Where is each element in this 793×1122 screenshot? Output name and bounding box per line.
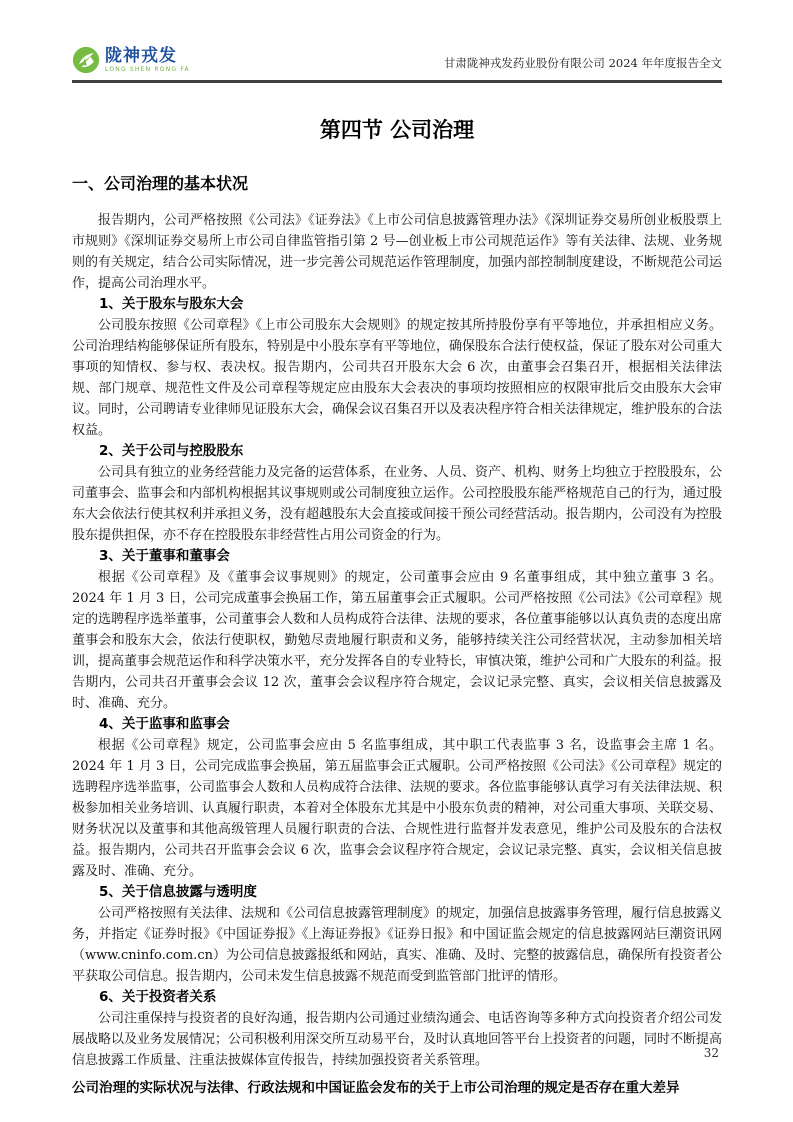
report-header-title: 甘肃陇神戎发药业股份有限公司 2024 年年度报告全文 <box>443 56 722 70</box>
subsection-5-body: 公司严格按照有关法律、法规和《公司信息披露管理制度》的规定，加强信息披露事务管理，履行信息披露义务，并指定《证券时报》《中国证券报》《上海证券报》《证券日报》和中国证监会规定的信息披露网站巨潮资讯网（www.cninfo.com.cn）为公司信息披露报纸和网站，真实、准确、及时、完整的披露信息，确保所有投资者公平获取公司信息。报告期内，公司未发生信息披露不规范而受到监管部门批评的情形。 <box>72 906 723 984</box>
subsection-5-heading: 5、关于信息披露与透明度 <box>99 884 257 900</box>
subsection-4-heading: 4、关于监事和监事会 <box>99 716 230 732</box>
logo-text <box>105 45 190 73</box>
subsection-6-heading: 6、关于投资者关系 <box>99 989 217 1005</box>
closing-statement: 公司治理的实际状况与法律、行政法规和中国证监会发布的关于上市公司治理的规定是否存在重大差异 <box>72 1080 680 1096</box>
logo-name-en: LONG SHEN RONG FA <box>105 65 190 73</box>
subsection-1-heading: 1、关于股东与股东大会 <box>99 296 244 312</box>
document-body <box>72 210 722 1099</box>
subsection-4-body: 根据《公司章程》规定，公司监事会应由 5 名监事组成，其中职工代表监事 3 名，设监事会主席 1 名。2024 年 1 月 3 日，公司完成监事会换届，第五届监事会正式履职。公司严格按照《公司法》《公司章程》规定的选聘程序选举监事，公司监事会人数和人员构成符合法律、法规的要求。各位监事能够认真学习有关法律法规、积极参加相关业务培训、认真履行职责，本着对全体股东尤其是中小股东负责的精神，对公司重大事项、关联交易、财务状况以及董事和其他高级管理人员履行职责的合法、合规性进行监督并发表意见，维护公司及股东的合法权益。报告期内，公司共召开监事会会议 6 次，监事会会议程序符合规定，会议记录完整、真实，会议相关信息披露及时、准确、充分。 <box>72 738 723 879</box>
page-header <box>72 46 722 83</box>
subsection-3-body: 根据《公司章程》及《董事会议事规则》的规定，公司董事会应由 9 名董事组成，其中独立董事 3 名。2024 年 1 月 3 日，公司完成董事会换届工作，第五届董事会正式履职。公司严格按照《公司法》《公司章程》规定的选聘程序选举董事，公司董事会人数和人员构成符合法律、法规的要求，各位董事能够以认真负责的态度出席董事会和股东大会，依法行使职权，勤勉尽责地履行职责和义务，能够持续关注公司经营状况，主动参加相关培训，提高董事会规范运作和科学决策水平，充分发挥各自的专业特长，审慎决策，维护公司和广大股东的利益。报告期内，公司共召开董事会会议 12 次，董事会会议程序符合规定，会议记录完整、真实，会议相关信息披露及时、准确、充分。 <box>72 570 723 711</box>
logo-name-cn: 陇神戎发 <box>105 45 177 66</box>
subsection-3-heading: 3、关于董事和董事会 <box>99 548 230 564</box>
intro-paragraph: 报告期内，公司严格按照《公司法》《证券法》《上市公司信息披露管理办法》《深圳证券交易所创业板股票上市规则》《深圳证券交易所上市公司自律监管指引第 2 号—创业板上市公司规范运作》等有关法律、法规、业务规则的有关规定，结合公司实际情况，进一步完善公司规范运作管理制度，加强内部控制制度建设，不断规范公司运作，提高公司治理水平。 <box>72 213 723 291</box>
logo-icon <box>72 46 100 74</box>
section-heading: 一、公司治理的基本状况 <box>72 174 249 193</box>
subsection-1-body: 公司股东按照《公司章程》《上市公司股东大会规则》的规定按其所持股份享有平等地位，并承担相应义务。公司治理结构能够保证所有股东，特别是中小股东享有平等地位，确保股东合法行使权益，保证了股东对公司重大事项的知情权、参与权、表决权。报告期内，公司共召开股东大会 6 次，由董事会召集召开，根据相关法律法规、部门规章、规范性文件及公司章程等规定应由股东大会表决的事项均按照相应的权限审批后交由股东大会审议。同时，公司聘请专业律师见证股东大会，确保会议召集召开以及表决程序符合相关法律规定，维护股东的合法权益。 <box>72 318 723 438</box>
chapter-title: 第四节 公司治理 <box>319 118 475 142</box>
page-number: 32 <box>703 1046 719 1060</box>
company-logo <box>72 46 190 74</box>
subsection-2-body: 公司具有独立的业务经营能力及完备的运营体系，在业务、人员、资产、机构、财务上均独立于控股股东，公司董事会、监事会和内部机构根据其议事规则或公司制度独立运作。公司控股股东能严格规范自己的行为，通过股东大会依法行使其权利并承担义务，没有超越股东大会直接或间接干预公司经营活动。报告期内，公司没有为控股股东提供担保，亦不存在控股股东非经营性占用公司资金的行为。 <box>72 465 723 543</box>
subsection-6-body: 公司注重保持与投资者的良好沟通，报告期内公司通过业绩沟通会、电话咨询等多种方式向投资者介绍公司发展战略以及业务发展情况；公司积极利用深交所互动易平台，及时认真地回答平台上投资者的问题，同时不断提高信息披露工作质量、注重法披媒体宣传报告，持续加强投资者关系管理。 <box>72 1011 723 1068</box>
subsection-2-heading: 2、关于公司与控股股东 <box>99 443 244 459</box>
